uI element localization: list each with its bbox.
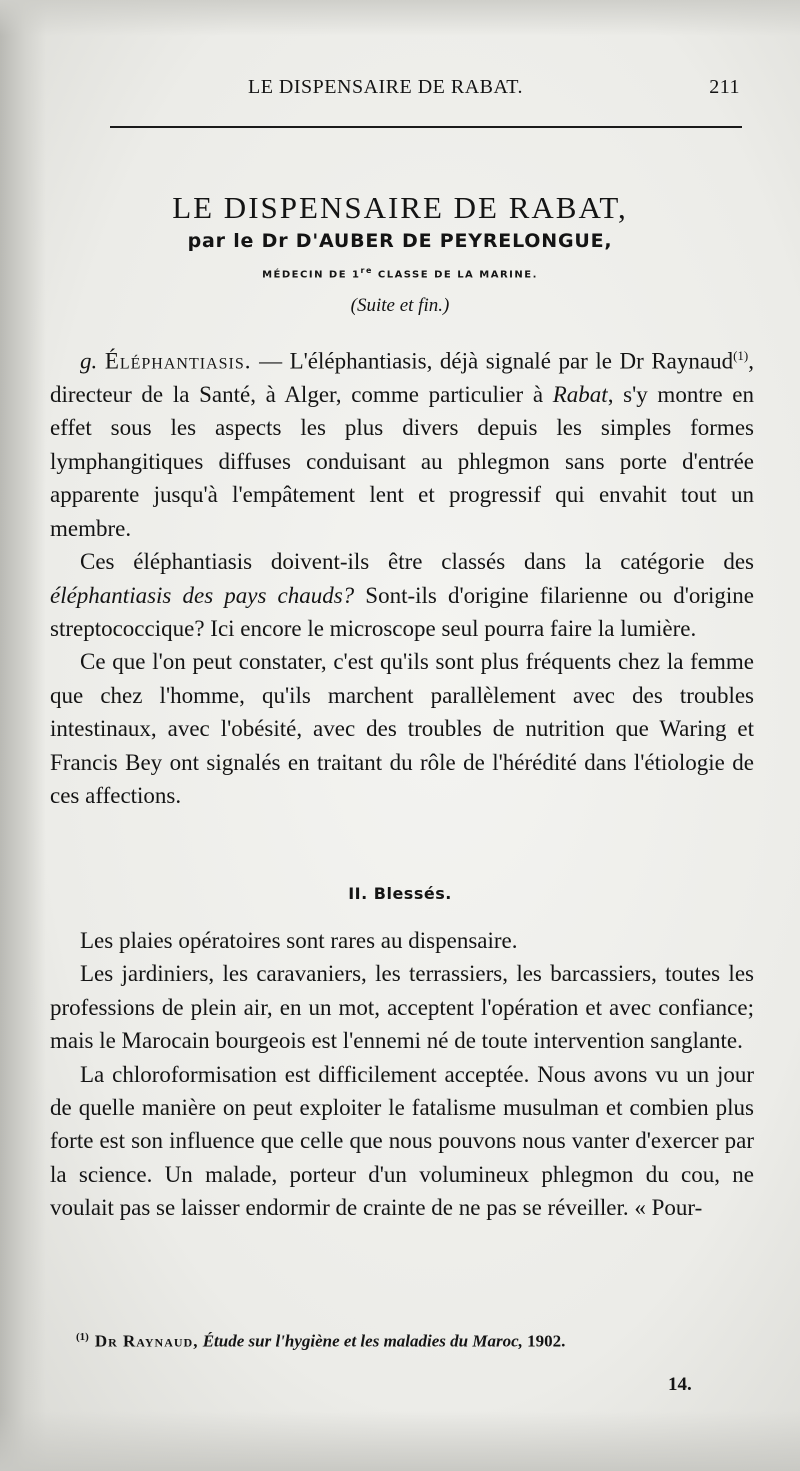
author-rank [0,266,800,280]
signature-mark: 14. [668,1374,692,1395]
paragraph-blesses-3: La chloroformisation est difficilement acceptée. Nous avons vu un jour de quelle manière on peut exploiter le fatalisme musulman et combien plus forte est son influence que celle que nous pouvons nous vanter d'exercer par la science. Un malade, porteur d'un volumineux phlegmon du cou, ne voulait pas se laisser endormir de crainte de ne pas se réveiller. « Pour- [50,1061,754,1221]
rank-superscript: re [360,266,373,275]
item-heading: Éléphantiasis. [104,348,252,374]
footnote-ref: (1) [733,348,749,363]
author-line: par le Dr D'AUBER DE PEYRELONGUE, [187,230,613,252]
place-name: Rabat [552,382,608,408]
continuation-note [0,295,800,317]
section-heading-blesses: II. Blessés. [348,884,452,903]
running-head [120,76,740,106]
running-head-title: LE DISPENSAIRE DE RABAT. [248,76,523,98]
article-title: LE DISPENSAIRE DE RABAT, [172,190,628,225]
page-shadow-bottom [0,1411,800,1471]
section-blesses [50,924,754,1225]
header-rule [110,126,742,128]
paragraph-elephantiasis-2 [50,545,754,645]
paragraph-blesses-2: Les jardiniers, les caravaniers, les terrassiers, les barcassiers, toutes les professions de plein air, en un mot, acceptent l'opération et avec confiance; mais le Marocain bourgeois est l'ennemi né de toute intervention sanglante. [50,961,754,1054]
paragraph-text: Ces éléphantiasis doivent-ils être classés dans la catégorie des [80,549,754,575]
paragraph-elephantiasis-3: Ce que l'on peut constater, c'est qu'ils sont plus fréquents chez la femme que chez l'homme, qu'ils marchent parallèlement avec des troubles intestinaux, avec l'obésité, avec des troubles de nutrition que Waring et Francis Bey ont signalés en traitant du rôle de l'hérédité dans l'étiologie de ces affections. [50,649,754,808]
paragraph-blesses-1: Les plaies opératoires sont rares au dispensaire. [80,928,518,953]
footnote-work: Étude sur l'hygiène et les maladies du Maroc, [202,1331,523,1351]
italic-term: éléphantiasis des pays chauds? [50,582,355,608]
paragraph-text: , s'y montre en effet sous les aspects les plus divers depuis les simples formes lymphangitiques diffuses conduisant au phlegmon sans porte d'entrée apparente jusqu'à l'empâtement lent et progressif qui envahit tout un membre. [50,382,754,541]
page-shadow-top [0,0,800,36]
paragraph-elephantiasis-1 [50,339,754,545]
rank-prefix: MÉDECIN DE 1 [262,269,361,281]
footnote [76,1331,756,1352]
footnote-author: Dr Raynaud, [94,1331,199,1351]
item-letter: g. [80,348,98,374]
continuation-text: (Suite et fin.) [350,295,450,316]
footnote-mark: (1) [76,1331,89,1343]
footnote-year: 1902. [522,1331,566,1351]
page-number: 211 [709,76,740,98]
paragraph-text: — L'éléphantiasis, déjà signalé par le Dr Raynaud [251,348,734,374]
paragraph-text: , directeur de la Santé, à Alger, comme particulier à [50,348,755,408]
rank-suffix: CLASSE DE LA MARINE. [372,269,538,281]
section-elephantiasis [50,339,754,812]
paragraph-text: Sont-ils d'origine filarienne ou d'origine streptococcique? Ici encore le microscope seul pourra faire la lumière. [50,582,754,641]
